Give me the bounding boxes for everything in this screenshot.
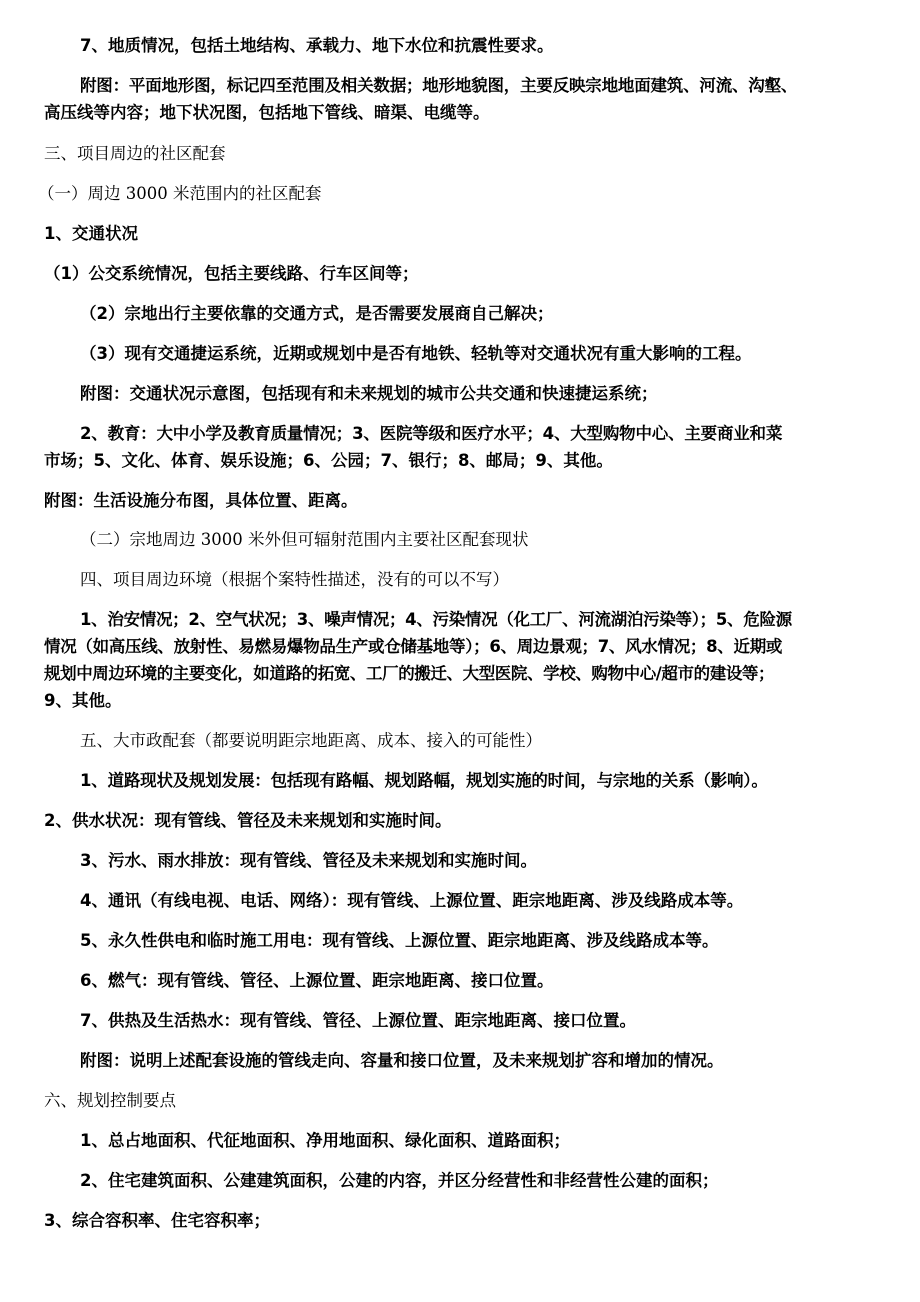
text-line: 2、供水状况：现有管线、管径及未来规划和实施时间。	[44, 811, 452, 830]
section-heading: 五、大市政配套（都要说明距宗地距离、成本、接入的可能性）	[80, 731, 542, 750]
text-line: （3）现有交通捷运系统，近期或规划中是否有地铁、轻轨等对交通状况有重大影响的工程。	[80, 344, 752, 363]
text-line: 7、地质情况，包括土地结构、承载力、地下水位和抗震性要求。	[80, 36, 554, 55]
text-line: 5、永久性供电和临时施工用电：现有管线、上源位置、距宗地距离、涉及线路成本等。	[80, 931, 719, 950]
section-heading: 四、项目周边环境（根据个案特性描述，没有的可以不写）	[80, 570, 509, 589]
text-line: 1、交通状况	[44, 224, 138, 243]
text-line: 附图：说明上述配套设施的管线走向、容量和接口位置，及未来规划扩容和增加的情况。	[80, 1051, 724, 1070]
text-line: 3、污水、雨水排放：现有管线、管径及未来规划和实施时间。	[80, 851, 537, 870]
text-line: 3、综合容积率、住宅容积率；	[44, 1211, 270, 1230]
text-line: 规划中周边环境的主要变化，如道路的拓宽、工厂的搬迁、大型医院、学校、购物中心/超市的建设等；	[44, 664, 775, 683]
text-line: 高压线等内容；地下状况图，包括地下管线、暗渠、电缆等。	[44, 103, 490, 122]
text-line: 情况（如高压线、放射性、易燃易爆物品生产或仓储基地等）；6、周边景观；7、风水情况；8、近期或	[44, 637, 783, 656]
text-line: 附图：生活设施分布图，具体位置、距离。	[44, 491, 358, 510]
text-line: 7、供热及生活热水：现有管线、管径、上源位置、距宗地距离、接口位置。	[80, 1011, 636, 1030]
text-line: 1、治安情况；2、空气状况；3、噪声情况；4、污染情况（化工厂、河流湖泊污染等）；5、危险源	[80, 610, 792, 629]
text-line: 1、道路现状及规划发展：包括现有路幅、规划路幅，规划实施的时间，与宗地的关系（影响）。	[80, 771, 768, 790]
text-line: 2、住宅建筑面积、公建建筑面积，公建的内容，并区分经营性和非经营性公建的面积；	[80, 1171, 719, 1190]
text-line: （2）宗地出行主要依靠的交通方式，是否需要发展商自己解决；	[80, 304, 554, 323]
text-line: 2、教育：大中小学及教育质量情况；3、医院等级和医疗水平；4、大型购物中心、主要商业和菜	[80, 424, 783, 443]
section-heading: 六、规划控制要点	[44, 1091, 176, 1110]
text-line: 9、其他。	[44, 691, 122, 710]
text-line: 4、通讯（有线电视、电话、网络）：现有管线、上源位置、距宗地距离、涉及线路成本等。	[80, 891, 744, 910]
section-heading: 三、项目周边的社区配套	[44, 144, 226, 163]
text-line: （1）公交系统情况，包括主要线路、行车区间等；	[44, 264, 419, 283]
text-line: 市场；5、文化、体育、娱乐设施；6、公园；7、银行；8、邮局；9、其他。	[44, 451, 613, 470]
text-line: 附图：平面地形图，标记四至范围及相关数据；地形地貌图，主要反映宗地地面建筑、河流、沟壑、	[80, 76, 798, 95]
subsection-heading: （一）周边 3000 米范围内的社区配套	[38, 184, 322, 203]
text-line: 6、燃气：现有管线、管径、上源位置、距宗地距离、接口位置。	[80, 971, 554, 990]
text-line: 1、总占地面积、代征地面积、净用地面积、绿化面积、道路面积；	[80, 1131, 570, 1150]
text-line: 附图：交通状况示意图，包括现有和未来规划的城市公共交通和快速捷运系统；	[80, 384, 658, 403]
subsection-heading: （二）宗地周边 3000 米外但可辐射范围内主要社区配套现状	[80, 530, 529, 549]
